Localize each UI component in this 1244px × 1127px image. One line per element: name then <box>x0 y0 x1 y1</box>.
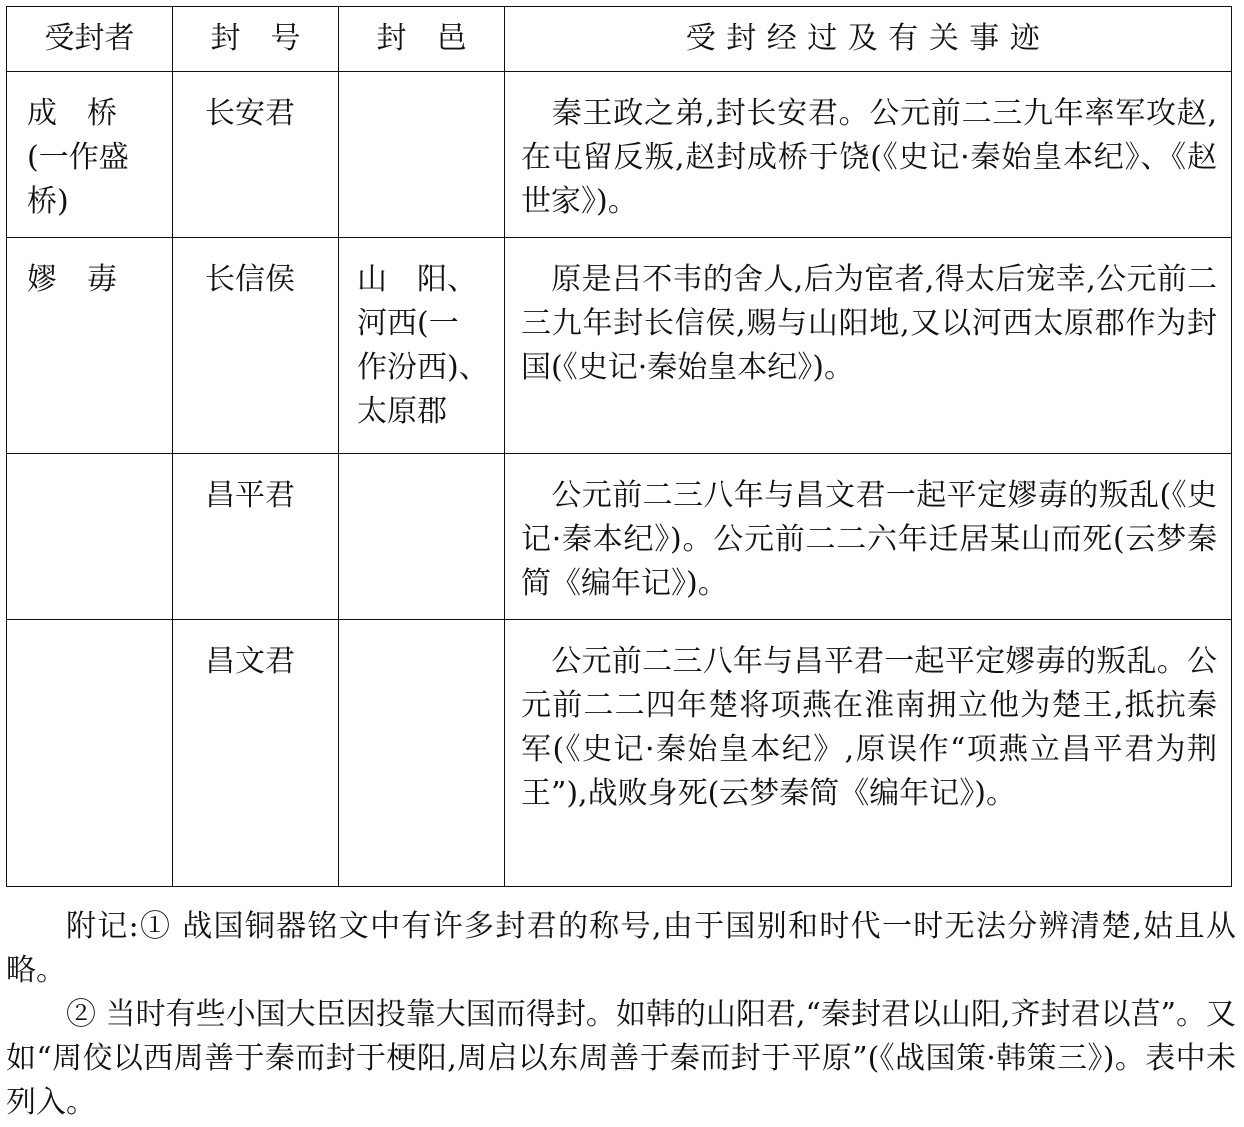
events-cell: 原是吕不韦的舍人,后为宦者,得太后宠幸,公元前二三九年封长信侯,赐与山阳地,又以河西太原郡作为封国(《史记·秦始皇本纪》)。 <box>505 238 1232 454</box>
events-cell: 公元前二三八年与昌文君一起平定嫪毐的叛乱(《史记·秦本纪》)。公元前二二六年迁居某山而死(云梦秦简《编年记》)。 <box>505 454 1232 620</box>
table-header-row <box>7 7 1232 72</box>
title-cell: 长信侯 <box>173 238 339 454</box>
table-row <box>7 620 1232 887</box>
recipient-cell: 嫪 毐 <box>7 238 173 454</box>
title-cell: 昌平君 <box>173 454 339 620</box>
recipient-cell <box>7 454 173 620</box>
recipient-cell: 成 桥 (一作盛 桥) <box>7 72 173 238</box>
note-2: ② 当时有些小国大臣因投靠大国而得封。如韩的山阳君,“秦封君以山阳,齐封君以莒”。又如“周佼以西周善于秦而封于梗阳,周启以东周善于秦而封于平原”(《战国策·韩策三》)。表中未列入。 <box>6 997 1236 1120</box>
appendix-notes <box>6 905 1236 1125</box>
table-row <box>7 72 1232 238</box>
fief-table <box>6 6 1232 887</box>
header-recipient: 受封者 <box>7 7 173 72</box>
title-cell: 长安君 <box>173 72 339 238</box>
note-1: 附记:① 战国铜器铭文中有许多封君的称号,由于国别和时代一时无法分辨清楚,姑且从略。 <box>6 909 1236 988</box>
table-row <box>7 454 1232 620</box>
table-row <box>7 238 1232 454</box>
header-title: 封 号 <box>173 7 339 72</box>
fief-cell <box>339 620 505 887</box>
fief-cell <box>339 72 505 238</box>
events-cell: 公元前二三八年与昌平君一起平定嫪毐的叛乱。公元前二二四年楚将项燕在淮南拥立他为楚王,抵抗秦军(《史记·秦始皇本纪》,原误作“项燕立昌平君为荆王”),战败身死(云梦秦简《编年记》)。 <box>505 620 1232 887</box>
recipient-cell <box>7 620 173 887</box>
fief-cell: 山 阳、 河西(一 作汾西)、 太原郡 <box>339 238 505 454</box>
fief-cell <box>339 454 505 620</box>
events-cell: 秦王政之弟,封长安君。公元前二三九年率军攻赵,在屯留反叛,赵封成桥于饶(《史记·秦始皇本纪》、《赵世家》)。 <box>505 72 1232 238</box>
header-events: 受封经过及有关事迹 <box>505 7 1232 72</box>
header-fief: 封 邑 <box>339 7 505 72</box>
title-cell: 昌文君 <box>173 620 339 887</box>
